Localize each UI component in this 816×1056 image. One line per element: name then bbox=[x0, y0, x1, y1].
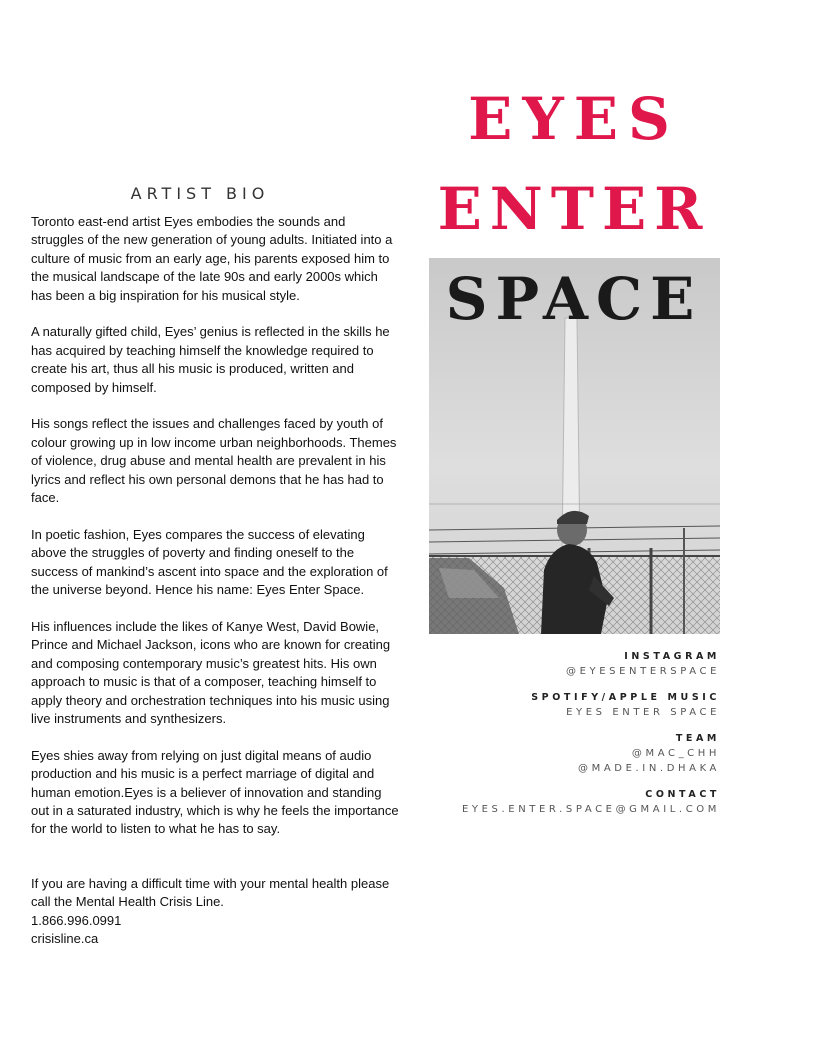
title-space: SPACE bbox=[445, 265, 703, 333]
instagram-handle[interactable]: @EYESENTERSPACE bbox=[566, 666, 720, 677]
bio-paragraph-2: A naturally gifted child, Eyes’ genius is reflected in the skills he has acquired by teaching himself the knowledge required to create his art, thus all his music is produced, written and composed by himself. bbox=[31, 324, 390, 395]
contact-label: CONTACT bbox=[645, 789, 720, 800]
bio-paragraph-6: Eyes shies away from relying on just digital means of audio production and his music is a perfect marriage of digital and human emotion.Eyes is a believer of innovation and standing out in a saturated industry, which is why he feels the importance for the world to listen to what he has to say. bbox=[31, 747, 399, 837]
title-eyes: EYES bbox=[468, 85, 680, 153]
title-enter: ENTER bbox=[437, 175, 711, 243]
contact-info bbox=[400, 650, 720, 829]
contact-email[interactable]: EYES.ENTER.SPACE@GMAIL.COM bbox=[462, 804, 720, 815]
team-member-2[interactable]: @MADE.IN.DHAKA bbox=[578, 763, 720, 774]
bio-paragraph-3: His songs reflect the issues and challenges faced by youth of colour growing up in low income urban neighborhoods. Themes of violence, drug abuse and mental health are prevalent in his lyrics and reflect his own personal demons that he has had to face. bbox=[31, 416, 397, 506]
artist-bio bbox=[31, 213, 401, 948]
instagram-label: INSTAGRAM bbox=[624, 651, 720, 662]
streaming-group bbox=[400, 691, 720, 720]
crisis-phone: 1.866.996.0991 bbox=[31, 912, 122, 928]
crisis-message: If you are having a difficult time with your mental health please call the Mental Health Crisis Line. bbox=[31, 875, 390, 910]
team-label: TEAM bbox=[675, 733, 720, 744]
artist-bio-heading: ARTIST BIO bbox=[130, 184, 270, 203]
crisis-website: crisisline.ca bbox=[31, 930, 99, 946]
instagram-group bbox=[400, 650, 720, 679]
streaming-name[interactable]: EYES ENTER SPACE bbox=[566, 707, 720, 718]
contact-group bbox=[400, 788, 720, 817]
bio-paragraph-1: Toronto east-end artist Eyes embodies the sounds and struggles of the new generation of young adults. Initiated into a culture of music from an early age, his parents exposed him to the musical landscape of the late 90s and early 2000s which has been a big inspiration for his musical style. bbox=[31, 214, 393, 303]
bio-paragraph-5: His influences include the likes of Kanye West, David Bowie, Prince and Michael Jackson, icons who are known for creating and composing contemporary music’s greatest hits. His own approach to music is that of a composer, teaching himself to apply theory and orchestration techniques into his music using live instruments and synthesizers. bbox=[31, 618, 391, 726]
team-member-1[interactable]: @MAC_CHH bbox=[631, 748, 720, 759]
team-group bbox=[400, 732, 720, 776]
crisis-line-notice bbox=[31, 875, 401, 949]
streaming-label: SPOTIFY/APPLE MUSIC bbox=[531, 692, 720, 703]
bio-paragraph-4: In poetic fashion, Eyes compares the success of elevating above the struggles of poverty and finding oneself to the success of mankind’s ascent into space and the exploration of the universe beyond. Hence his name: Eyes Enter Space. bbox=[31, 526, 388, 598]
